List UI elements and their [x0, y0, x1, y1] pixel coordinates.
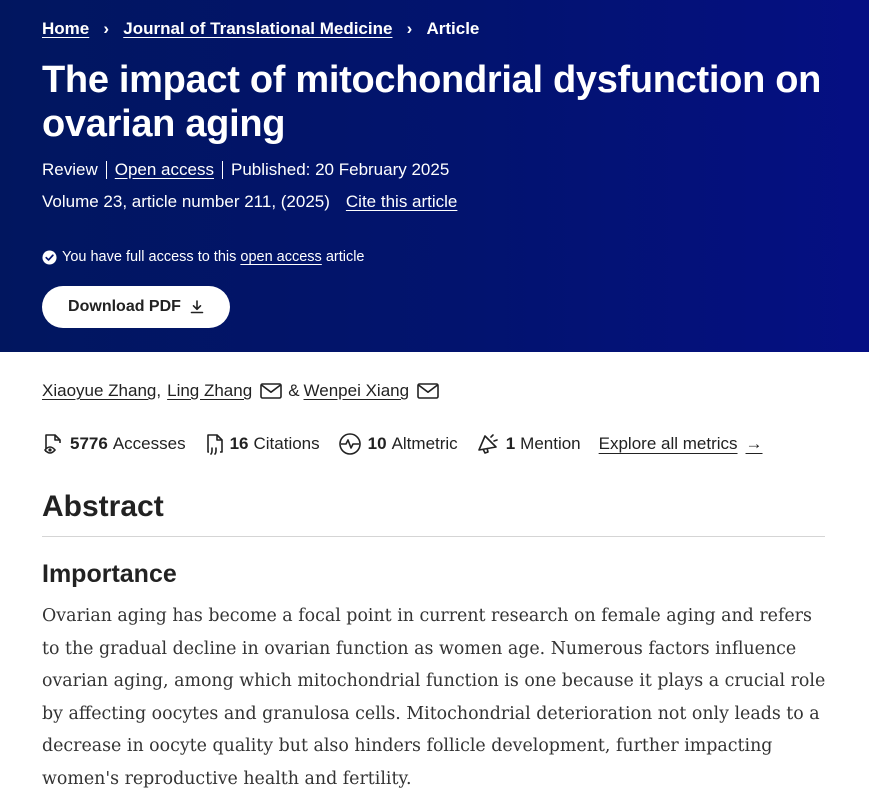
email-icon[interactable] [417, 383, 439, 399]
article-meta [42, 160, 449, 180]
accesses-label: Accesses [112, 434, 186, 453]
document-quote-icon [204, 432, 224, 456]
importance-heading: Importance [42, 560, 177, 588]
metric-mentions [476, 432, 581, 456]
volume-info: Volume 23, article number 211, (2025) [42, 192, 330, 211]
article-header [0, 0, 869, 352]
breadcrumb-current: Article [426, 19, 480, 38]
article-metrics [42, 432, 763, 456]
email-icon[interactable] [260, 383, 282, 399]
citations-label: Citations [253, 434, 320, 453]
mentions-label: Mention [520, 434, 581, 453]
breadcrumb [42, 19, 479, 39]
metric-altmetric [338, 432, 458, 456]
download-pdf-label: Download PDF [68, 298, 181, 315]
open-access-info-link[interactable]: open access [240, 249, 322, 265]
metric-accesses [42, 432, 186, 456]
article-title: The impact of mitochondrial dysfunction on ovarian aging [42, 59, 822, 145]
document-eye-icon [42, 432, 64, 456]
abstract-paragraph: Ovarian aging has become a focal point in current research on female aging and refers to the gradual decline in ovarian function as women age. Numerous factors influence ovarian aging, among which mitochondrial function is one because it plays a crucial role by affecting oocytes and granulosa cells. Mitochondrial deterioration not only leads to a decrease in oocyte quality but also hinders follicle development, further impacting women's reproductive health and fertility. [42, 606, 826, 789]
article-type: Review [42, 160, 98, 179]
divider [106, 161, 107, 179]
access-note [42, 249, 365, 265]
altmetric-icon [338, 432, 362, 456]
altmetric-score: 10 [367, 434, 387, 453]
author-link[interactable]: Wenpei Xiang [303, 381, 410, 400]
arrow-right-icon: → [745, 434, 763, 453]
access-note-prefix: You have full access to this [62, 249, 237, 265]
cite-article-link[interactable]: Cite this article [345, 192, 458, 211]
author-separator: , [156, 381, 162, 400]
divider [222, 161, 223, 179]
breadcrumb-home-link[interactable]: Home [42, 19, 90, 38]
abstract-heading: Abstract [42, 490, 164, 523]
section-divider [42, 536, 825, 537]
open-access-link[interactable]: Open access [114, 160, 214, 179]
citations-count: 16 [229, 434, 249, 453]
chevron-right-icon: › [406, 19, 413, 38]
accesses-count: 5776 [70, 434, 108, 453]
author-link[interactable]: Xiaoyue Zhang [42, 381, 157, 400]
explore-metrics-label: Explore all metrics [598, 434, 738, 453]
altmetric-label: Altmetric [391, 434, 458, 453]
access-note-suffix: article [325, 249, 365, 265]
explore-metrics-link[interactable] [599, 434, 763, 454]
download-icon [190, 300, 204, 314]
article-citation-info [42, 192, 457, 212]
mentions-count: 1 [505, 434, 516, 453]
download-pdf-button[interactable] [42, 286, 230, 328]
megaphone-icon [476, 432, 500, 456]
published-date: Published: 20 February 2025 [230, 160, 450, 179]
check-circle-icon [42, 250, 57, 265]
metric-citations [204, 432, 320, 456]
chevron-right-icon: › [103, 19, 110, 38]
author-link[interactable]: Ling Zhang [167, 381, 253, 400]
author-separator: & [288, 381, 300, 400]
author-list [42, 381, 445, 401]
breadcrumb-journal-link[interactable]: Journal of Translational Medicine [123, 19, 393, 38]
